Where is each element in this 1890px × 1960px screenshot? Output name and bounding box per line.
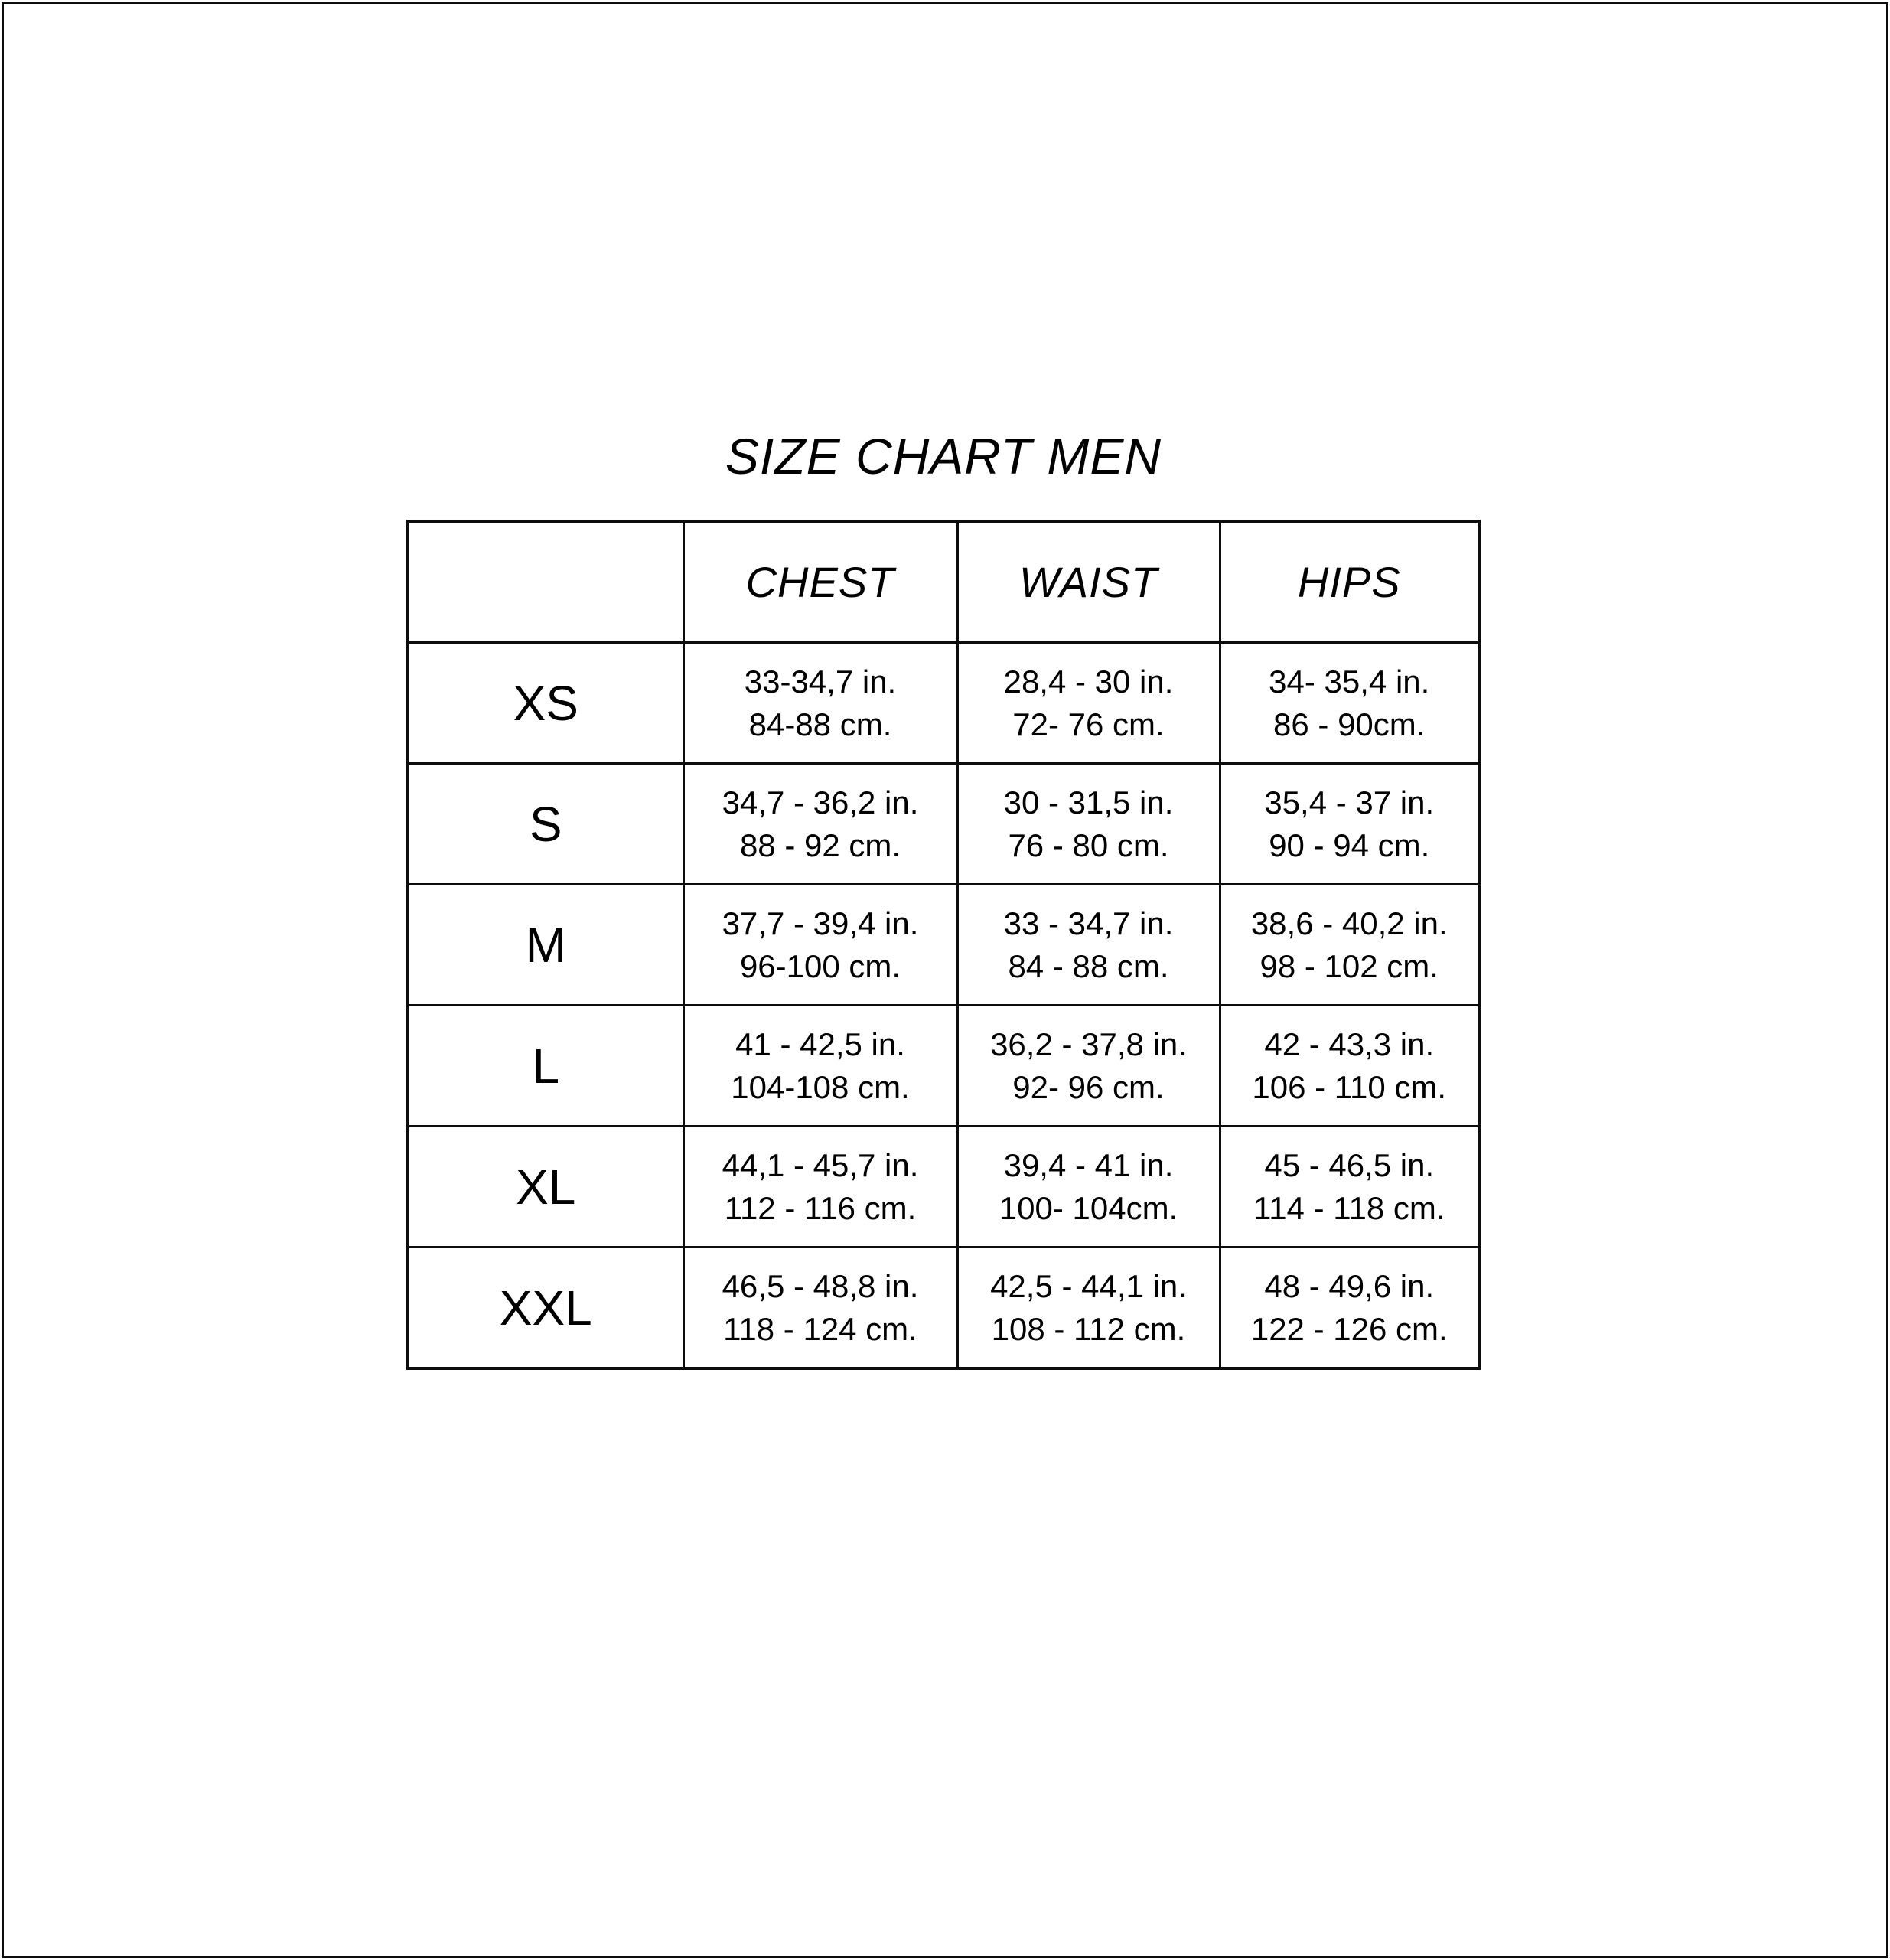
waist-cell-xs <box>957 643 1220 764</box>
chest-cm-xl: 112 - 116 cm. <box>724 1189 917 1226</box>
chest-inches-xl: 44,1 - 45,7 in. <box>722 1146 919 1183</box>
size-label-l: L <box>408 1006 683 1127</box>
hips-cm-xl: 114 - 118 cm. <box>1253 1189 1445 1226</box>
chest-inches-xxl: 46,5 - 48,8 in. <box>722 1267 919 1304</box>
waist-cell-xxl <box>957 1247 1220 1369</box>
chest-cell-s <box>683 764 957 885</box>
size-label-m: M <box>408 885 683 1006</box>
waist-cm-m: 84 - 88 cm. <box>1008 947 1169 984</box>
hips-cm-l: 106 - 110 cm. <box>1252 1068 1447 1105</box>
size-label-s: S <box>408 764 683 885</box>
waist-cell-xl <box>957 1127 1220 1247</box>
hips-cm-xxl: 122 - 126 cm. <box>1250 1310 1448 1347</box>
hips-cell-xxl <box>1220 1247 1479 1369</box>
chest-cm-xxl: 118 - 124 cm. <box>723 1310 917 1347</box>
waist-inches-xs: 28,4 - 30 in. <box>1003 663 1174 700</box>
chest-header-cell: CHEST <box>683 521 957 643</box>
chest-inches-xs: 33-34,7 in. <box>744 663 897 700</box>
hips-cm-s: 90 - 94 cm. <box>1269 827 1430 863</box>
waist-cm-xxl: 108 - 112 cm. <box>991 1310 1186 1347</box>
hips-cell-m <box>1220 885 1479 1006</box>
chest-inches-m: 37,7 - 39,4 in. <box>722 905 919 941</box>
waist-cm-s: 76 - 80 cm. <box>1008 827 1169 863</box>
waist-cell-l <box>957 1006 1220 1127</box>
waist-cell-s <box>957 764 1220 885</box>
chest-inches-s: 34,7 - 36,2 in. <box>722 784 919 820</box>
hips-inches-xxl: 48 - 49,6 in. <box>1264 1267 1435 1304</box>
corner-header-cell <box>408 521 683 643</box>
chest-cell-xxl <box>683 1247 957 1369</box>
table-row-l <box>408 1006 1479 1127</box>
waist-header-cell: WAIST <box>957 521 1220 643</box>
waist-inches-m: 33 - 34,7 in. <box>1003 905 1174 941</box>
hips-inches-l: 42 - 43,3 in. <box>1264 1026 1435 1062</box>
hips-cell-xs <box>1220 643 1479 764</box>
hips-inches-xs: 34- 35,4 in. <box>1269 663 1430 700</box>
hips-cm-m: 98 - 102 cm. <box>1259 947 1439 984</box>
hips-inches-m: 38,6 - 40,2 in. <box>1250 905 1448 941</box>
chest-inches-l: 41 - 42,5 in. <box>735 1026 905 1062</box>
waist-inches-l: 36,2 - 37,8 in. <box>990 1026 1187 1062</box>
chest-cm-l: 104-108 cm. <box>731 1068 910 1105</box>
hips-cell-s <box>1220 764 1479 885</box>
table-header-row <box>408 521 1479 643</box>
table-row-xxl <box>408 1247 1479 1369</box>
size-label-xl: XL <box>408 1127 683 1247</box>
chest-cell-xl <box>683 1127 957 1247</box>
chest-cell-xs <box>683 643 957 764</box>
chest-cm-xs: 84-88 cm. <box>748 706 892 742</box>
waist-inches-s: 30 - 31,5 in. <box>1003 784 1174 820</box>
table-row-xs <box>408 643 1479 764</box>
chest-cm-m: 96-100 cm. <box>739 947 901 984</box>
table-row-m <box>408 885 1479 1006</box>
hips-header-cell: HIPS <box>1220 521 1479 643</box>
chest-cell-m <box>683 885 957 1006</box>
waist-cm-l: 92- 96 cm. <box>1012 1068 1165 1105</box>
waist-inches-xxl: 42,5 - 44,1 in. <box>990 1267 1187 1304</box>
waist-cell-m <box>957 885 1220 1006</box>
hips-inches-xl: 45 - 46,5 in. <box>1264 1146 1435 1183</box>
chest-cell-l <box>683 1006 957 1127</box>
size-label-xxl: XXL <box>408 1247 683 1369</box>
waist-cm-xl: 100- 104cm. <box>999 1189 1178 1226</box>
waist-cm-xs: 72- 76 cm. <box>1012 706 1165 742</box>
hips-cell-xl <box>1220 1127 1479 1247</box>
chest-cm-s: 88 - 92 cm. <box>739 827 901 863</box>
hips-cm-xs: 86 - 90cm. <box>1273 706 1426 742</box>
page-title: SIZE CHART MEN <box>725 428 1162 484</box>
waist-inches-xl: 39,4 - 41 in. <box>1003 1146 1174 1183</box>
size-label-xs: XS <box>408 643 683 764</box>
size-chart-table <box>406 520 1481 1370</box>
hips-cell-l <box>1220 1006 1479 1127</box>
table-row-s <box>408 764 1479 885</box>
table-row-xl <box>408 1127 1479 1247</box>
hips-inches-s: 35,4 - 37 in. <box>1264 784 1435 820</box>
